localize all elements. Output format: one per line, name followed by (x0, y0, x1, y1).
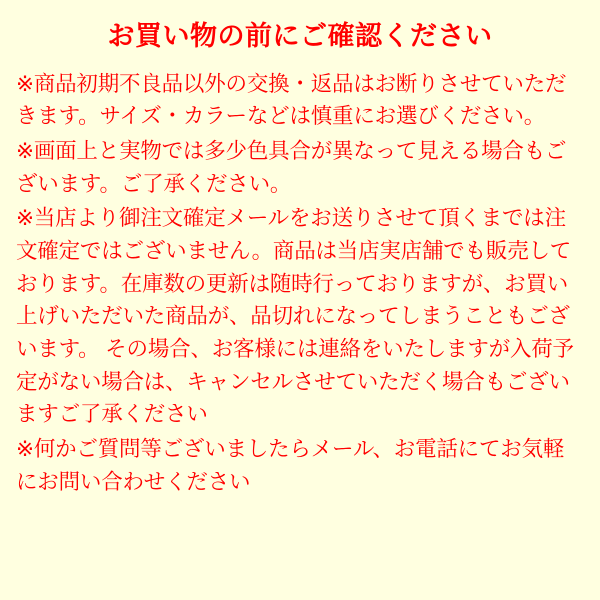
notice-body (10, 68, 590, 499)
page-title: お買い物の前にご確認ください (107, 21, 493, 51)
notice-paragraph-order-confirmation: ※当店より御注文確定メールをお送りさせて頂くまでは注文確定ではございません。商品は当店実店舗でも販売しております。在庫数の更新は随時行っておりますが、お買い上げいただいた商品が、品切れになってしまうこともございます。 その場合、お客様には連絡をいたしますが入荷予定がない場合は、キャンセルさせていただく場合もございますご了承ください (16, 206, 574, 427)
notice-paragraph-color: ※画面上と実物では多少色具合が異なって見える場合もございます。ご了承ください。 (16, 139, 567, 196)
notice-paragraph-returns: ※商品初期不良品以外の交換・返品はお断りさせていただきます。サイズ・カラーなどは慎重にお選びください。 (16, 71, 567, 129)
notice-paragraph-contact: ※何かご質問等ございましたらメール、お電話にてお気軽にお問い合わせください (16, 437, 565, 494)
